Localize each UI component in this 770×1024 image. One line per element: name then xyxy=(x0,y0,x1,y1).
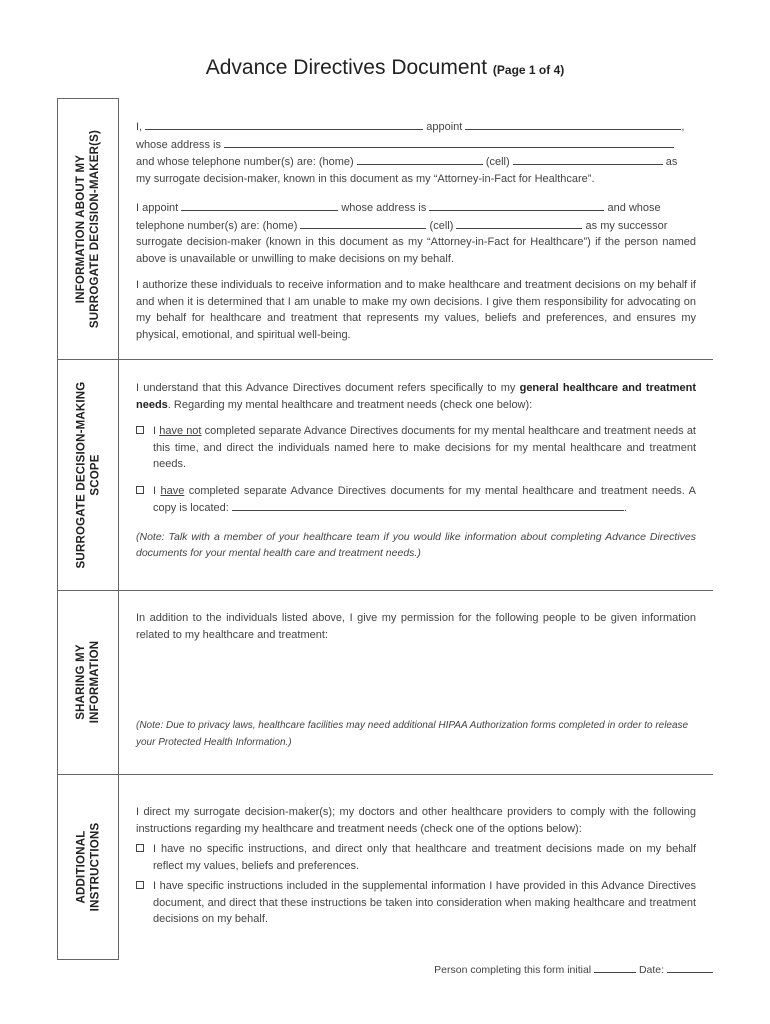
mental-health-option-have: I have completed separate Advance Directives documents for my mental healthcare and treatment needs. A copy is located: . xyxy=(136,483,696,517)
page-title xyxy=(0,56,770,80)
successor-appoint-line: I appoint whose address is and whose xyxy=(136,199,696,217)
successor-address-field[interactable] xyxy=(429,199,604,211)
instructions-option-none: I have no specific instructions, and direct only that healthcare and treatment decisions made on my behalf reflect my values, beliefs and preferences. xyxy=(136,841,696,874)
checkbox-no-instructions[interactable] xyxy=(136,844,144,852)
section-additional-instructions xyxy=(136,804,696,928)
copy-location-field[interactable] xyxy=(232,499,624,511)
surrogate-name-field[interactable] xyxy=(465,118,681,130)
page-indicator: (Page 1 of 4) xyxy=(492,63,565,77)
section-divider xyxy=(57,359,713,360)
permitted-people-area[interactable] xyxy=(136,643,696,718)
checkbox-have-not[interactable] xyxy=(136,426,144,434)
sidebar-label-decision-scope: SURROGATE DECISION-MAKING SCOPE xyxy=(75,381,101,568)
surrogate-address-field[interactable] xyxy=(224,136,674,148)
date-field[interactable] xyxy=(667,961,713,973)
successor-name-field[interactable] xyxy=(181,199,338,211)
successor-home-phone-field[interactable] xyxy=(300,217,426,229)
sidebar-label-surrogate-info: INFORMATION ABOUT MY SURROGATE DECISION-MAKER(S) xyxy=(75,129,102,328)
paragraph: my surrogate decision-maker, known in this document as my “Attorney-in-Fact for Healthcare”. xyxy=(136,172,595,185)
section-divider xyxy=(57,590,713,591)
surrogate-cell-phone-field[interactable] xyxy=(513,153,663,165)
address-line: whose address is xyxy=(136,136,696,154)
mental-health-option-not: I have not completed separate Advance Directives documents for my mental healthcare and treatment needs at this time, and direct the individuals named here to make decisions for my mental healthcare and treatment needs. xyxy=(136,423,696,473)
hipaa-note: (Note: Due to privacy laws, healthcare facilities may need additional HIPAA Authorization forms completed in order to release your Protected Health Information.) xyxy=(136,720,689,748)
title-text: Advance Directives Document xyxy=(205,56,488,79)
section-surrogate-info xyxy=(136,118,696,343)
paragraph: surrogate decision-maker (known in this document as my “Attorney-in-Fact for Healthcare”) if the person named above is unavailable or unwilling to make decisions on my behalf. xyxy=(136,236,696,265)
checkbox-have[interactable] xyxy=(136,486,144,494)
section-decision-scope xyxy=(136,380,696,562)
name-field[interactable] xyxy=(145,118,423,130)
section-divider xyxy=(57,774,713,775)
initial-field[interactable] xyxy=(594,961,636,973)
sidebar-label-sharing-info: SHARING MY INFORMATION xyxy=(75,640,102,724)
appoint-line: I, appoint , xyxy=(136,118,696,136)
instructions-intro: I direct my surrogate decision-maker(s); my doctors and other healthcare providers to comply with the following instructions regarding my healthcare and treatment needs (check one of the options below): xyxy=(136,806,696,835)
phone-line: and whose telephone number(s) are: (home) (cell) as xyxy=(136,153,696,171)
instructions-option-specific: I have specific instructions included in the supplemental information I have provided in this Advance Directives document, and direct that these instructions be taken into consideration when making healthcare and treatment decisions on my behalf. xyxy=(136,878,696,928)
sidebar-label-additional-instructions: ADDITIONAL INSTRUCTIONS xyxy=(75,822,101,912)
sharing-intro: In addition to the individuals listed above, I give my permission for the following people to be given information related to my healthcare and treatment: xyxy=(136,612,696,641)
successor-phone-line: telephone number(s) are: (home) (cell) as my successor xyxy=(136,217,696,235)
surrogate-home-phone-field[interactable] xyxy=(357,153,483,165)
checkbox-specific-instructions[interactable] xyxy=(136,881,144,889)
scope-intro: I understand that this Advance Directives document refers specifically to my general healthcare and treatment needs. Regarding my mental healthcare and treatment needs (check one below): xyxy=(136,382,696,411)
section-sharing-info xyxy=(136,610,696,751)
footer-initials: Person completing this form initial Date: xyxy=(434,961,713,976)
mental-health-note: (Note: Talk with a member of your healthcare team if you would like information about completing Advance Directives documents for your mental health care and treatment needs.) xyxy=(136,530,696,559)
authorization-paragraph: I authorize these individuals to receive information and to make healthcare and treatment decisions on my behalf if and when it is determined that I am unable to make my own decisions. I give them responsibility for advocating on my behalf for healthcare and treatment that represents my values, beliefs and preferences, and ensures my physical, emotional, and spiritual well-being. xyxy=(136,279,696,341)
successor-cell-phone-field[interactable] xyxy=(456,217,582,229)
